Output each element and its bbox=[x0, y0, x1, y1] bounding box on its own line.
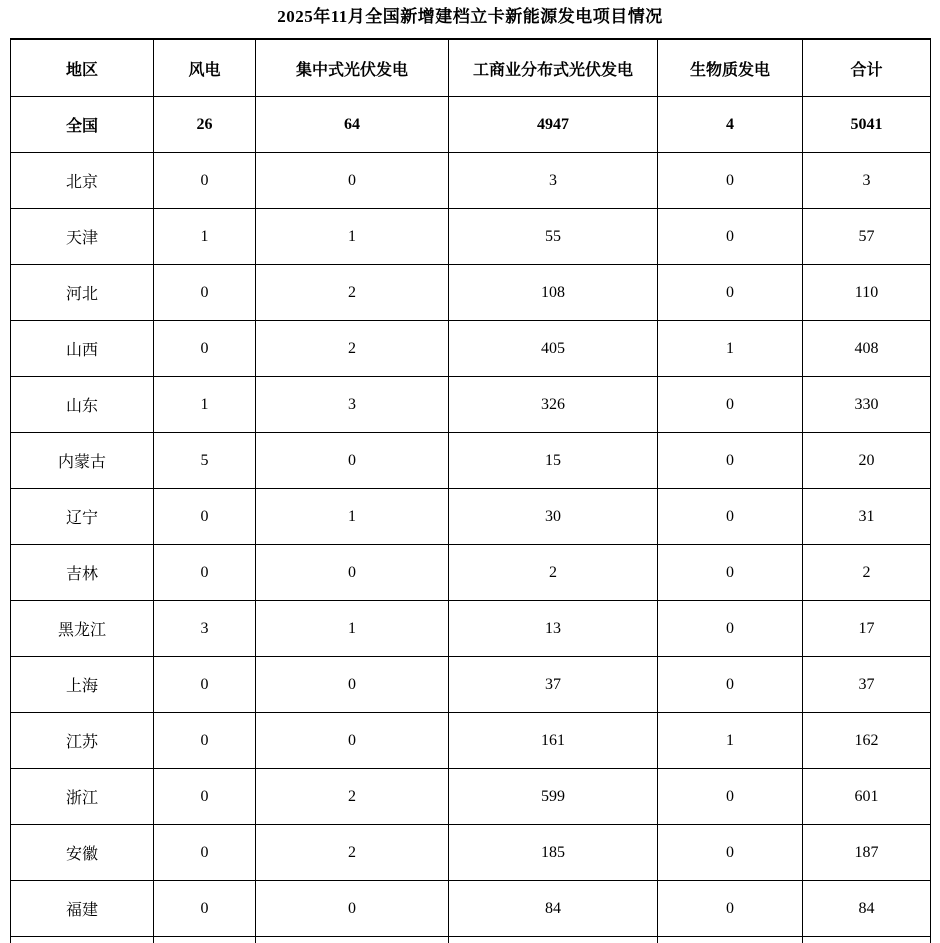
value-cell: 0 bbox=[256, 881, 449, 937]
value-cell: 57 bbox=[803, 209, 931, 265]
value-cell: 84 bbox=[803, 881, 931, 937]
value-cell: 0 bbox=[154, 769, 256, 825]
value-cell: 161 bbox=[449, 713, 658, 769]
value-cell: 110 bbox=[803, 265, 931, 321]
value-cell: 1 bbox=[256, 601, 449, 657]
region-cell: 上海 bbox=[11, 657, 154, 713]
column-header: 工商业分布式光伏发电 bbox=[449, 39, 658, 97]
region-cell: 内蒙古 bbox=[11, 433, 154, 489]
value-cell: 0 bbox=[658, 657, 803, 713]
value-cell: 0 bbox=[256, 713, 449, 769]
value-cell: 5041 bbox=[803, 97, 931, 153]
table-row bbox=[11, 657, 931, 713]
value-cell: 0 bbox=[658, 601, 803, 657]
value-cell: 0 bbox=[154, 881, 256, 937]
region-cell: 辽宁 bbox=[11, 489, 154, 545]
value-cell: 599 bbox=[449, 769, 658, 825]
table-row bbox=[11, 601, 931, 657]
value-cell: 0 bbox=[256, 545, 449, 601]
value-cell: 326 bbox=[449, 377, 658, 433]
table-row bbox=[11, 377, 931, 433]
table-row bbox=[11, 265, 931, 321]
value-cell: 330 bbox=[803, 377, 931, 433]
value-cell bbox=[449, 937, 658, 943]
value-cell: 31 bbox=[803, 489, 931, 545]
value-cell: 1 bbox=[154, 209, 256, 265]
column-header: 风电 bbox=[154, 39, 256, 97]
value-cell: 2 bbox=[256, 825, 449, 881]
region-cell: 黑龙江 bbox=[11, 601, 154, 657]
value-cell: 4 bbox=[658, 97, 803, 153]
value-cell: 3 bbox=[449, 153, 658, 209]
value-cell: 408 bbox=[803, 321, 931, 377]
table-row bbox=[11, 489, 931, 545]
value-cell: 0 bbox=[658, 825, 803, 881]
value-cell: 5 bbox=[154, 433, 256, 489]
region-cell: 福建 bbox=[11, 881, 154, 937]
partial-clipped-row bbox=[11, 937, 931, 943]
column-header: 生物质发电 bbox=[658, 39, 803, 97]
value-cell: 601 bbox=[803, 769, 931, 825]
value-cell: 55 bbox=[449, 209, 658, 265]
region-cell: 河北 bbox=[11, 265, 154, 321]
value-cell: 0 bbox=[154, 321, 256, 377]
value-cell: 0 bbox=[154, 713, 256, 769]
page-title: 2025年11月全国新增建档立卡新能源发电项目情况 bbox=[277, 7, 663, 26]
value-cell: 0 bbox=[658, 433, 803, 489]
table-row bbox=[11, 825, 931, 881]
header-row bbox=[11, 39, 931, 97]
value-cell: 0 bbox=[154, 657, 256, 713]
value-cell: 0 bbox=[658, 209, 803, 265]
value-cell: 13 bbox=[449, 601, 658, 657]
table-row bbox=[11, 97, 931, 153]
value-cell: 1 bbox=[658, 713, 803, 769]
value-cell: 0 bbox=[256, 153, 449, 209]
value-cell: 0 bbox=[154, 489, 256, 545]
value-cell: 2 bbox=[449, 545, 658, 601]
region-cell: 浙江 bbox=[11, 769, 154, 825]
value-cell: 0 bbox=[154, 825, 256, 881]
value-cell: 1 bbox=[154, 377, 256, 433]
value-cell: 0 bbox=[256, 657, 449, 713]
region-cell: 天津 bbox=[11, 209, 154, 265]
value-cell: 0 bbox=[658, 881, 803, 937]
column-header: 地区 bbox=[11, 39, 154, 97]
value-cell bbox=[658, 937, 803, 943]
value-cell: 17 bbox=[803, 601, 931, 657]
value-cell: 3 bbox=[256, 377, 449, 433]
value-cell: 2 bbox=[256, 321, 449, 377]
value-cell: 64 bbox=[256, 97, 449, 153]
value-cell: 0 bbox=[154, 545, 256, 601]
value-cell: 2 bbox=[803, 545, 931, 601]
table-row bbox=[11, 769, 931, 825]
region-cell: 吉林 bbox=[11, 545, 154, 601]
table-row bbox=[11, 545, 931, 601]
value-cell bbox=[256, 937, 449, 943]
value-cell: 0 bbox=[658, 153, 803, 209]
table-row bbox=[11, 881, 931, 937]
region-cell: 山东 bbox=[11, 377, 154, 433]
table-row bbox=[11, 321, 931, 377]
value-cell: 0 bbox=[658, 545, 803, 601]
value-cell: 162 bbox=[803, 713, 931, 769]
region-cell: 江苏 bbox=[11, 713, 154, 769]
value-cell: 0 bbox=[154, 153, 256, 209]
value-cell: 4947 bbox=[449, 97, 658, 153]
table-body bbox=[11, 97, 931, 943]
value-cell: 2 bbox=[256, 265, 449, 321]
value-cell: 1 bbox=[658, 321, 803, 377]
value-cell: 0 bbox=[154, 265, 256, 321]
region-cell: 全国 bbox=[11, 97, 154, 153]
value-cell: 3 bbox=[803, 153, 931, 209]
value-cell: 3 bbox=[154, 601, 256, 657]
column-header: 集中式光伏发电 bbox=[256, 39, 449, 97]
region-cell: 北京 bbox=[11, 153, 154, 209]
region-cell bbox=[11, 937, 154, 943]
column-header: 合计 bbox=[803, 39, 931, 97]
value-cell: 108 bbox=[449, 265, 658, 321]
value-cell: 84 bbox=[449, 881, 658, 937]
value-cell: 1 bbox=[256, 209, 449, 265]
value-cell bbox=[803, 937, 931, 943]
value-cell: 0 bbox=[658, 265, 803, 321]
value-cell: 0 bbox=[658, 489, 803, 545]
value-cell: 0 bbox=[658, 769, 803, 825]
value-cell: 1 bbox=[256, 489, 449, 545]
value-cell: 187 bbox=[803, 825, 931, 881]
region-cell: 安徽 bbox=[11, 825, 154, 881]
value-cell: 15 bbox=[449, 433, 658, 489]
table-row bbox=[11, 713, 931, 769]
value-cell: 30 bbox=[449, 489, 658, 545]
new-energy-projects-table bbox=[10, 38, 931, 943]
value-cell: 0 bbox=[256, 433, 449, 489]
table-row bbox=[11, 209, 931, 265]
table-row bbox=[11, 433, 931, 489]
value-cell: 20 bbox=[803, 433, 931, 489]
region-cell: 山西 bbox=[11, 321, 154, 377]
value-cell: 37 bbox=[449, 657, 658, 713]
value-cell bbox=[154, 937, 256, 943]
value-cell: 2 bbox=[256, 769, 449, 825]
table-row bbox=[11, 153, 931, 209]
value-cell: 37 bbox=[803, 657, 931, 713]
value-cell: 0 bbox=[658, 377, 803, 433]
value-cell: 26 bbox=[154, 97, 256, 153]
value-cell: 405 bbox=[449, 321, 658, 377]
value-cell: 185 bbox=[449, 825, 658, 881]
